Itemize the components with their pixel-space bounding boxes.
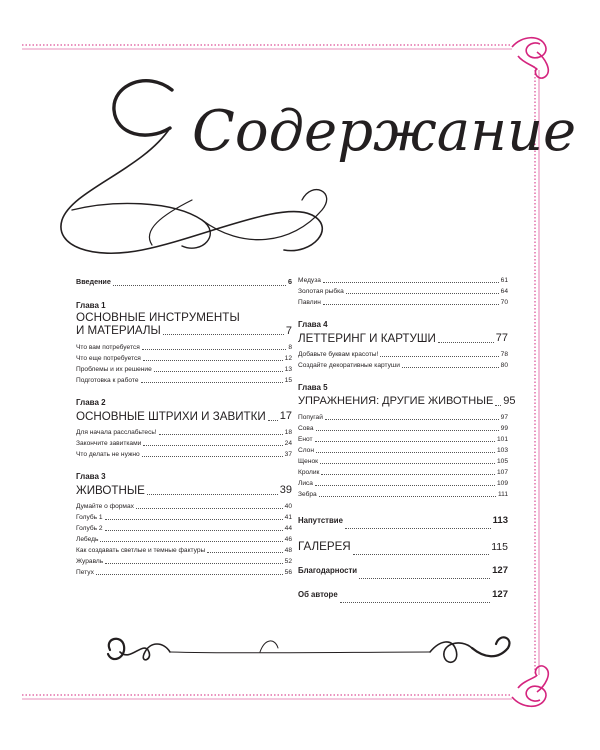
toc-entry-page: 12 [284, 355, 292, 362]
toc-entry-page: 115 [491, 541, 508, 553]
chapter-title-row[interactable] [298, 331, 508, 346]
toc-entry-title: Петух [76, 569, 94, 576]
toc-right-column [298, 275, 516, 606]
leader-dots [316, 452, 495, 453]
toc-entry[interactable] [298, 412, 508, 423]
leader-dots [96, 574, 283, 575]
toc-entry[interactable] [298, 434, 508, 445]
toc-entry-afterword[interactable] [298, 510, 508, 532]
toc-entry-page: 61 [500, 277, 508, 284]
chapter-label: Глава 3 [76, 472, 106, 481]
toc-entry-title: Голубь 2 [76, 525, 103, 532]
leader-dots [159, 434, 283, 435]
leader-dots [163, 334, 284, 335]
chapter-title-row[interactable] [76, 483, 292, 498]
leader-dots [346, 293, 499, 294]
toc-entry-acknowledgements[interactable] [298, 560, 508, 582]
toc-entry-title: Кролик [298, 469, 320, 476]
toc-entry-page: 109 [496, 480, 508, 487]
toc-entry[interactable] [76, 364, 292, 375]
toc-entry-page: 37 [284, 451, 292, 458]
toc-entry-intro[interactable] [76, 275, 292, 289]
toc-entry-title: Что делать не нужно [76, 451, 140, 458]
toc-entry[interactable] [298, 275, 508, 286]
toc-entry-title: Введение [76, 277, 111, 286]
toc-entry-title: Попугай [298, 414, 323, 421]
leader-dots [207, 552, 282, 553]
chapter-title: ЖИВОТНЫЕ [76, 484, 145, 497]
toc-entry-title: ГАЛЕРЕЯ [298, 540, 351, 553]
chapter-title: УПРАЖНЕНИЯ: ДРУГИЕ ЖИВОТНЫЕ [298, 395, 494, 407]
leader-dots [325, 419, 499, 420]
leader-dots [438, 342, 494, 343]
leader-dots [113, 285, 286, 286]
toc-entry-page: 107 [496, 469, 508, 476]
toc-entry[interactable] [298, 467, 508, 478]
toc-entry-page: 13 [284, 366, 292, 373]
toc-entry[interactable] [298, 445, 508, 456]
leader-dots [142, 349, 287, 350]
toc-entry-page: 127 [492, 589, 508, 600]
leader-dots [105, 563, 282, 564]
chapter-label: Глава 1 [76, 301, 106, 310]
toc-entry-title: Енот [298, 436, 313, 443]
leader-dots [320, 463, 495, 464]
leader-dots [100, 541, 282, 542]
leader-dots [380, 356, 498, 357]
toc-entry-title: Об авторе [298, 590, 338, 599]
toc-entry-about-author[interactable] [298, 584, 508, 606]
corner-flourish-bottom-icon [512, 666, 548, 706]
chapter-page: 7 [285, 325, 292, 337]
chapter-page: 17 [279, 410, 292, 422]
chapter-title-row[interactable] [298, 394, 516, 409]
leader-dots [359, 578, 490, 579]
toc-entry[interactable] [76, 512, 292, 523]
page-title-calligraphy [52, 50, 577, 270]
toc-entry[interactable] [76, 375, 292, 386]
toc-entry-title: Благодарности [298, 566, 358, 575]
toc-entry[interactable] [76, 556, 292, 567]
toc-entry-title: Закончите завитками [76, 440, 142, 447]
chapter-title: ОСНОВНЫЕ ШТРИХИ И ЗАВИТКИ [76, 410, 266, 423]
toc-entry-page: 44 [284, 525, 292, 532]
toc-entry-title: Медуза [298, 277, 321, 284]
toc-entry-title: Напутствие [298, 516, 343, 525]
toc-entry[interactable] [298, 489, 508, 500]
chapter-title-row[interactable] [76, 409, 292, 424]
toc-entry-page: 56 [284, 569, 292, 576]
toc-entry-page: 111 [497, 491, 508, 498]
toc-entry-page: 8 [288, 344, 292, 351]
toc-entry-title: Сова [298, 425, 314, 432]
toc-entry-title: Журавль [76, 558, 104, 565]
leader-dots [353, 554, 490, 555]
toc-entry-page: 70 [500, 299, 508, 306]
chapter-title-text: И МАТЕРИАЛЫ [76, 324, 161, 337]
calligraphy-divider-icon [100, 630, 520, 670]
chapter-label: Глава 4 [298, 320, 328, 329]
chapter-title[interactable]: ОСНОВНЫЕ ИНСТРУМЕНТЫ [76, 311, 240, 324]
toc-entry-title: Лебедь [76, 536, 99, 543]
toc-entry-title: Зебра [298, 491, 317, 498]
toc-entry-title: Подготовка к работе [76, 377, 139, 384]
leader-dots [315, 485, 495, 486]
leader-dots [345, 528, 491, 529]
toc-entry-title: Голубь 1 [76, 514, 103, 521]
toc-entry[interactable] [298, 423, 508, 434]
leader-dots [319, 496, 496, 497]
toc-entry-gallery[interactable] [298, 536, 508, 558]
toc-entry-page: 103 [496, 447, 508, 454]
toc-entry[interactable] [76, 353, 292, 364]
toc-entry[interactable] [76, 438, 292, 449]
leader-dots [136, 508, 283, 509]
toc-entry[interactable] [298, 286, 508, 297]
toc-entry[interactable] [298, 297, 508, 308]
toc-entry-page: 6 [288, 277, 292, 286]
toc-entry-page: 46 [284, 536, 292, 543]
toc-entry-page: 105 [496, 458, 508, 465]
leader-dots [143, 360, 283, 361]
toc-entry-page: 113 [492, 515, 508, 526]
toc-entry[interactable] [76, 342, 292, 353]
toc-entry-page: 78 [500, 351, 508, 358]
toc-entry-page: 24 [284, 440, 292, 447]
toc-entry[interactable] [298, 360, 508, 371]
leader-dots [105, 530, 283, 531]
toc-entry-title: Думайте о формах [76, 503, 134, 510]
toc-entry-page: 48 [284, 547, 292, 554]
toc-entry-title: Слон [298, 447, 314, 454]
toc-entry-title: Что вам потребуется [76, 344, 140, 351]
toc-entry[interactable] [298, 478, 508, 489]
toc-entry-title: Как создавать светлые и темные фактуры [76, 547, 206, 554]
leader-dots [315, 441, 495, 442]
toc-entry-page: 52 [284, 558, 292, 565]
toc-entry-title: Добавьте буквам красоты! [298, 351, 379, 358]
toc-entry[interactable] [76, 567, 292, 578]
chapter-page: 95 [503, 395, 516, 407]
chapter-page: 39 [279, 484, 292, 496]
leader-dots [268, 420, 278, 421]
toc-entry[interactable] [298, 456, 508, 467]
leader-dots [147, 494, 278, 495]
toc-entry-page: 99 [500, 425, 508, 432]
toc-entry-title: Для начала расслабьтесь! [76, 429, 157, 436]
toc-entry[interactable] [76, 523, 292, 534]
chapter-label: Глава 2 [76, 398, 106, 407]
toc-entry[interactable] [76, 449, 292, 460]
leader-dots [321, 474, 495, 475]
toc-entry-page: 64 [500, 288, 508, 295]
leader-dots [323, 282, 499, 283]
toc-entry[interactable] [298, 349, 508, 360]
leader-dots [154, 371, 283, 372]
toc-entry-title: Золотая рыбка [298, 288, 344, 295]
toc-entry-title: Проблемы и их решение [76, 366, 152, 373]
leader-dots [143, 445, 282, 446]
leader-dots [141, 382, 283, 383]
leader-dots [105, 519, 283, 520]
toc-entry-page: 127 [492, 565, 508, 576]
chapter-label: Глава 5 [298, 383, 328, 392]
leader-dots [402, 367, 499, 368]
toc-entry-title: Лиса [298, 480, 313, 487]
leader-dots [495, 405, 501, 406]
chapter-title-line2[interactable] [76, 324, 292, 338]
toc-left-column [76, 275, 292, 578]
leader-dots [142, 456, 283, 457]
toc-entry-page: 40 [284, 503, 292, 510]
leader-dots [340, 602, 490, 603]
page-title: Содержание [192, 99, 577, 164]
toc-entry-title: Щенок [298, 458, 319, 465]
toc-entry-page: 80 [500, 362, 508, 369]
toc-entry-page: 97 [500, 414, 508, 421]
chapter-title: ЛЕТТЕРИНГ И КАРТУШИ [298, 332, 436, 345]
chapter-page: 77 [495, 332, 508, 344]
toc-entry[interactable] [76, 501, 292, 512]
leader-dots [323, 304, 499, 305]
toc-entry-page: 18 [284, 429, 292, 436]
toc-entry-page: 101 [496, 436, 508, 443]
toc-entry-page: 15 [284, 377, 292, 384]
toc-entry[interactable] [76, 534, 292, 545]
leader-dots [316, 430, 499, 431]
toc-entry-page: 41 [284, 514, 292, 521]
toc-entry-title: Создайте декоративные картуши [298, 362, 400, 369]
toc-entry[interactable] [76, 427, 292, 438]
toc-entry[interactable] [76, 545, 292, 556]
toc-entry-title: Что еще потребуется [76, 355, 141, 362]
toc-entry-title: Павлин [298, 299, 321, 306]
